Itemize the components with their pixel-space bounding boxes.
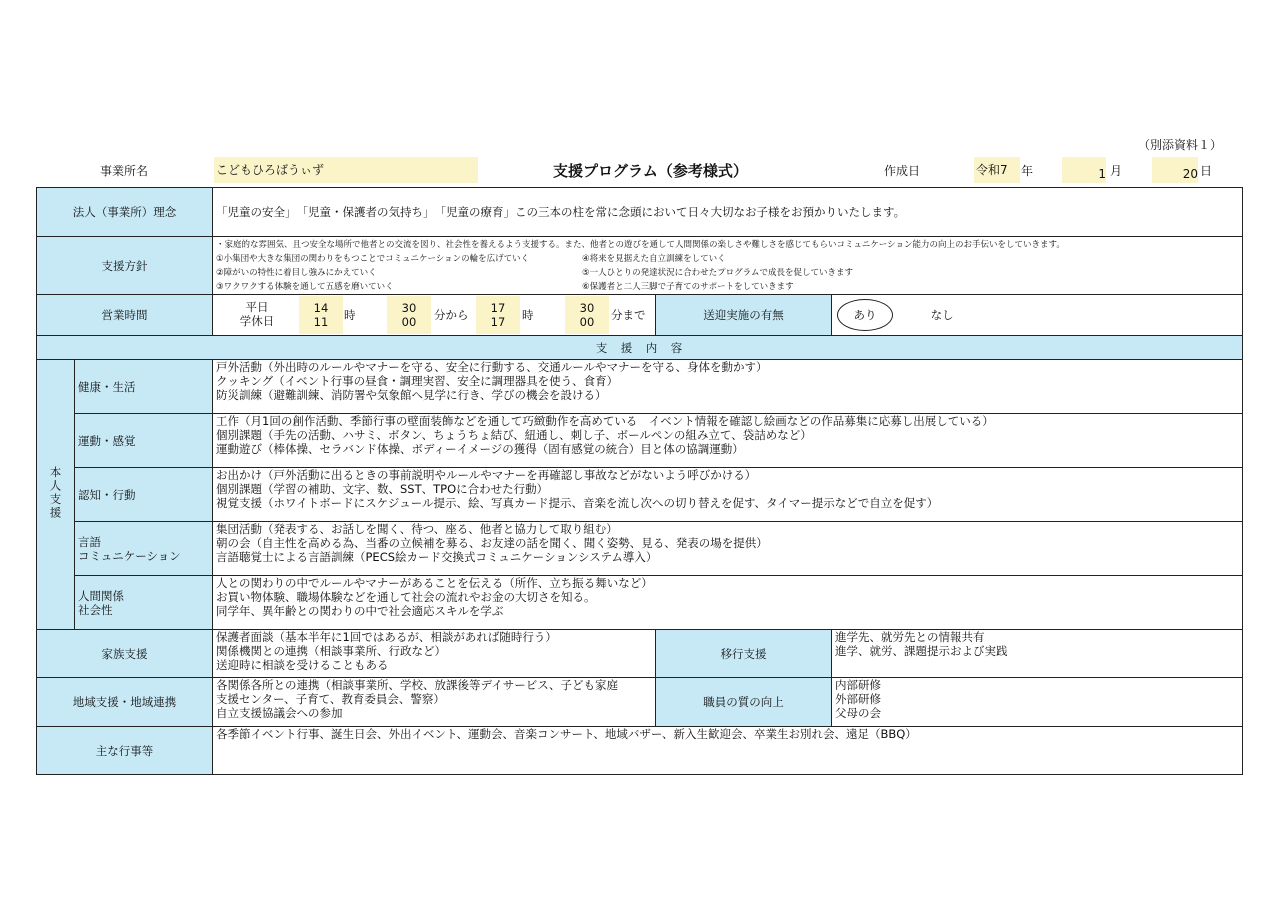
language-communication-content (213, 522, 1243, 576)
end-min-holiday: 00 (579, 315, 595, 329)
hour-unit-end: 時 (522, 308, 534, 322)
policy-content (213, 237, 1243, 295)
content-line: 防災訓練（避難訓練、消防署や気象館へ見学に行き、学びの機会を設ける） (216, 388, 607, 402)
events-label: 主な行事等 (37, 727, 213, 775)
community-support-label: 地域支援・地域連携 (37, 678, 213, 727)
end-min-field[interactable] (565, 296, 609, 334)
content-line: 言語聴覚士による言語訓練（PECS絵カード交換式コミュニケーションシステム導入） (216, 550, 658, 564)
hour-unit: 時 (344, 308, 356, 322)
content-line: 人との関わりの中でルールやマナーがあることを伝える（所作、立ち振る舞いなど） (216, 576, 653, 590)
start-min-holiday: 00 (401, 315, 417, 329)
personal-support-label (37, 360, 75, 630)
attachment-note: （別添資料１） (1138, 138, 1223, 152)
page-title: 支援プログラム（参考様式） (553, 162, 748, 180)
transport-label: 送迎実施の有無 (656, 295, 832, 336)
language-communication-label (75, 522, 213, 576)
until-label: 分まで (611, 308, 646, 322)
content-line: 支援センター、子育て、教育委員会、警察） (216, 692, 445, 706)
content-line: 保護者面談（基本半年に1回ではあるが、相談があれば随時行う） (216, 630, 557, 644)
policy-label: 支援方針 (37, 237, 213, 295)
end-hour-field[interactable] (476, 296, 520, 334)
cognition-behavior-content (213, 468, 1243, 522)
health-life-content (213, 360, 1243, 414)
philosophy-row (37, 188, 1243, 237)
start-hour-weekday: 14 (313, 301, 329, 315)
family-support-label: 家族支援 (37, 630, 213, 678)
policy-item: ⑤一人ひとりの発達状況に合わせたプログラムで成長を促していきます (582, 267, 854, 278)
content-line: 個別課題（手先の活動、ハサミ、ボタン、ちょうちょ結び、紐通し、刺し子、ボールペンの組み立て、袋詰めなど） (216, 428, 812, 442)
policy-row (37, 237, 1243, 295)
personal-row-health (37, 360, 1243, 414)
relationships-social-content (213, 576, 1243, 630)
start-hour-field[interactable] (299, 296, 343, 334)
policy-items-right (582, 252, 853, 294)
content-line: お出かけ（戸外活動に出るときの事前説明やルールやマナーを再確認し事故などがないよう呼びかける） (216, 468, 757, 482)
transport-options (832, 295, 1243, 336)
start-hour-holiday: 11 (313, 315, 329, 329)
start-min-field[interactable] (387, 296, 431, 334)
relationships-social-label (75, 576, 213, 630)
policy-item: ⑥保護者と二人三脚で子育てのサポートをしていきます (582, 281, 794, 292)
staff-quality-content (832, 678, 1243, 727)
office-name-field[interactable]: こどもひろばうぃず (214, 157, 478, 183)
end-hour-weekday: 17 (490, 301, 506, 315)
family-transition-row (37, 630, 1243, 678)
communication-label: コミュニケーション (78, 548, 181, 563)
hours-content (213, 295, 656, 336)
office-label: 事業所名 (100, 164, 149, 178)
motor-sensory-label: 運動・感覚 (75, 414, 213, 468)
policy-intro: ・家庭的な雰囲気、且つ安全な場所で他者との交流を図り、社会性を養えるよう支援する。また、他者との遊びを通して人間関係の楽しさや難しさを感じてもらいコミュニケーション能力の向上のお手伝いをしていきます。 (216, 239, 1065, 250)
personal-row-language (37, 522, 1243, 576)
content-line: 内部研修 (835, 678, 881, 692)
community-support-content (213, 678, 656, 727)
start-min-weekday: 30 (401, 301, 417, 315)
content-line: 戸外活動（外出時のルールやマナーを守る、安全に行動する、交通ルールやマナーを守る、身体を動かす） (216, 360, 768, 374)
hours-row (37, 295, 1243, 336)
hours-label: 営業時間 (37, 295, 213, 336)
language-label: 言語 (78, 534, 101, 549)
content-line: お買い物体験、職場体験などを通して社会の流れやお金の大切さを知る。 (216, 590, 596, 604)
events-content: 各季節イベント行事、誕生日会、外出イベント、運動会、音楽コンサート、地域バザー、新入生歓迎会、卒業生お別れ会、遠足（BBQ） (213, 727, 1243, 775)
community-staff-row (37, 678, 1243, 727)
content-line: 個別課題（学習の補助、文字、数、SST、TPOに合わせた行動） (216, 482, 549, 496)
personal-row-cognition (37, 468, 1243, 522)
family-support-content (213, 630, 656, 678)
health-life-label: 健康・生活 (75, 360, 213, 414)
era-field[interactable]: 令和7 (974, 157, 1020, 183)
policy-items (216, 252, 1239, 294)
personal-support-label-text: 本人支援 (48, 466, 63, 520)
transport-no-option[interactable]: なし (930, 308, 954, 322)
staff-quality-label: 職員の質の向上 (656, 678, 832, 727)
policy-item: ①小集団や大きな集団の関わりをもつことでコミュニケーションの輪を広げていく (216, 253, 530, 264)
content-line: 運動遊び（棒体操、セラバンド体操、ボディーイメージの獲得（固有感覚の統合）目と体の協調運動） (216, 442, 744, 456)
philosophy-label: 法人（事業所）理念 (37, 188, 213, 237)
content-line: 工作（月1回の創作活動、季節行事の壁面装飾などを通して巧緻動作を高めている イベント情報を確認し絵画などの作品募集に応募し出展している） (216, 414, 994, 428)
social-label: 社会性 (78, 602, 113, 617)
philosophy-text: 「児童の安全」 「児童・保護者の気持ち」 「児童の療育」この三本の柱を常に念頭において日々大切なお子様をお預かりいたします。 (213, 188, 1243, 237)
end-hour-holiday: 17 (490, 315, 506, 329)
content-line: 視覚支援（ホワイトボードにスケジュール提示、絵、写真カード提示、音楽を流し次への切り替えを促す、タイマー提示などで自立を促す） (216, 496, 939, 510)
transition-support-content (832, 630, 1243, 678)
cognition-behavior-label: 認知・行動 (75, 468, 213, 522)
holiday-label: 学休日 (239, 314, 275, 328)
content-line: 父母の会 (835, 706, 881, 720)
policy-item: ③ワクワクする体験を通して五感を磨いていく (216, 281, 394, 292)
content-line: 集団活動（発表する、お話しを聞く、待つ、座る、他者と協力して取り組む） (216, 522, 618, 536)
month-unit: 月 (1110, 164, 1123, 178)
motor-sensory-content (213, 414, 1243, 468)
content-line: クッキング（イベント行事の昼食・調理実習、安全に調理器具を使う、食育） (216, 374, 619, 388)
personal-row-social (37, 576, 1243, 630)
content-line: 進学、就労、課題提示および実践 (835, 644, 1008, 658)
from-label: 分から (434, 308, 469, 322)
events-row (37, 727, 1243, 775)
day-unit: 日 (1200, 164, 1213, 178)
policy-items-left (216, 252, 582, 294)
created-date-label: 作成日 (884, 164, 921, 178)
support-program-table (36, 187, 1243, 775)
transition-support-label: 移行支援 (656, 630, 832, 678)
personal-row-motor (37, 414, 1243, 468)
day-type-labels (235, 300, 279, 328)
content-line: 関係機関との連携（相談事業所、行政など） (216, 644, 446, 658)
end-min-weekday: 30 (579, 301, 595, 315)
day-field[interactable]: 20 (1152, 157, 1198, 183)
transport-yes-option[interactable]: あり (837, 299, 893, 331)
content-line: 自立支援協議会への参加 (216, 706, 343, 720)
support-header-row (37, 336, 1243, 360)
content-line: 朝の会（自主性を高める為、当番の立候補を募る、お友達の話を聞く、聞く姿勢、見る、発表の場を提供） (216, 536, 768, 550)
content-line: 各関係各所との連携（相談事業所、学校、放課後等デイサービス、子ども家庭 (216, 678, 619, 692)
month-field[interactable]: 1 (1062, 157, 1106, 183)
policy-item: ②障がいの特性に着目し強みにかえていく (216, 267, 377, 278)
weekday-label: 平日 (245, 300, 269, 314)
content-line: 同学年、異年齢との関わりの中で社会適応スキルを学ぶ (216, 604, 504, 618)
content-line: 進学先、就労先との情報共有 (835, 630, 985, 644)
relationships-label: 人間関係 (78, 588, 124, 603)
year-unit: 年 (1021, 164, 1034, 178)
content-line: 送迎時に相談を受けることもある (216, 658, 389, 672)
policy-item: ④将来を見据えた自立訓練をしていく (582, 253, 726, 264)
content-line: 外部研修 (835, 692, 881, 706)
support-content-header: 支 援 内 容 (37, 336, 1243, 360)
